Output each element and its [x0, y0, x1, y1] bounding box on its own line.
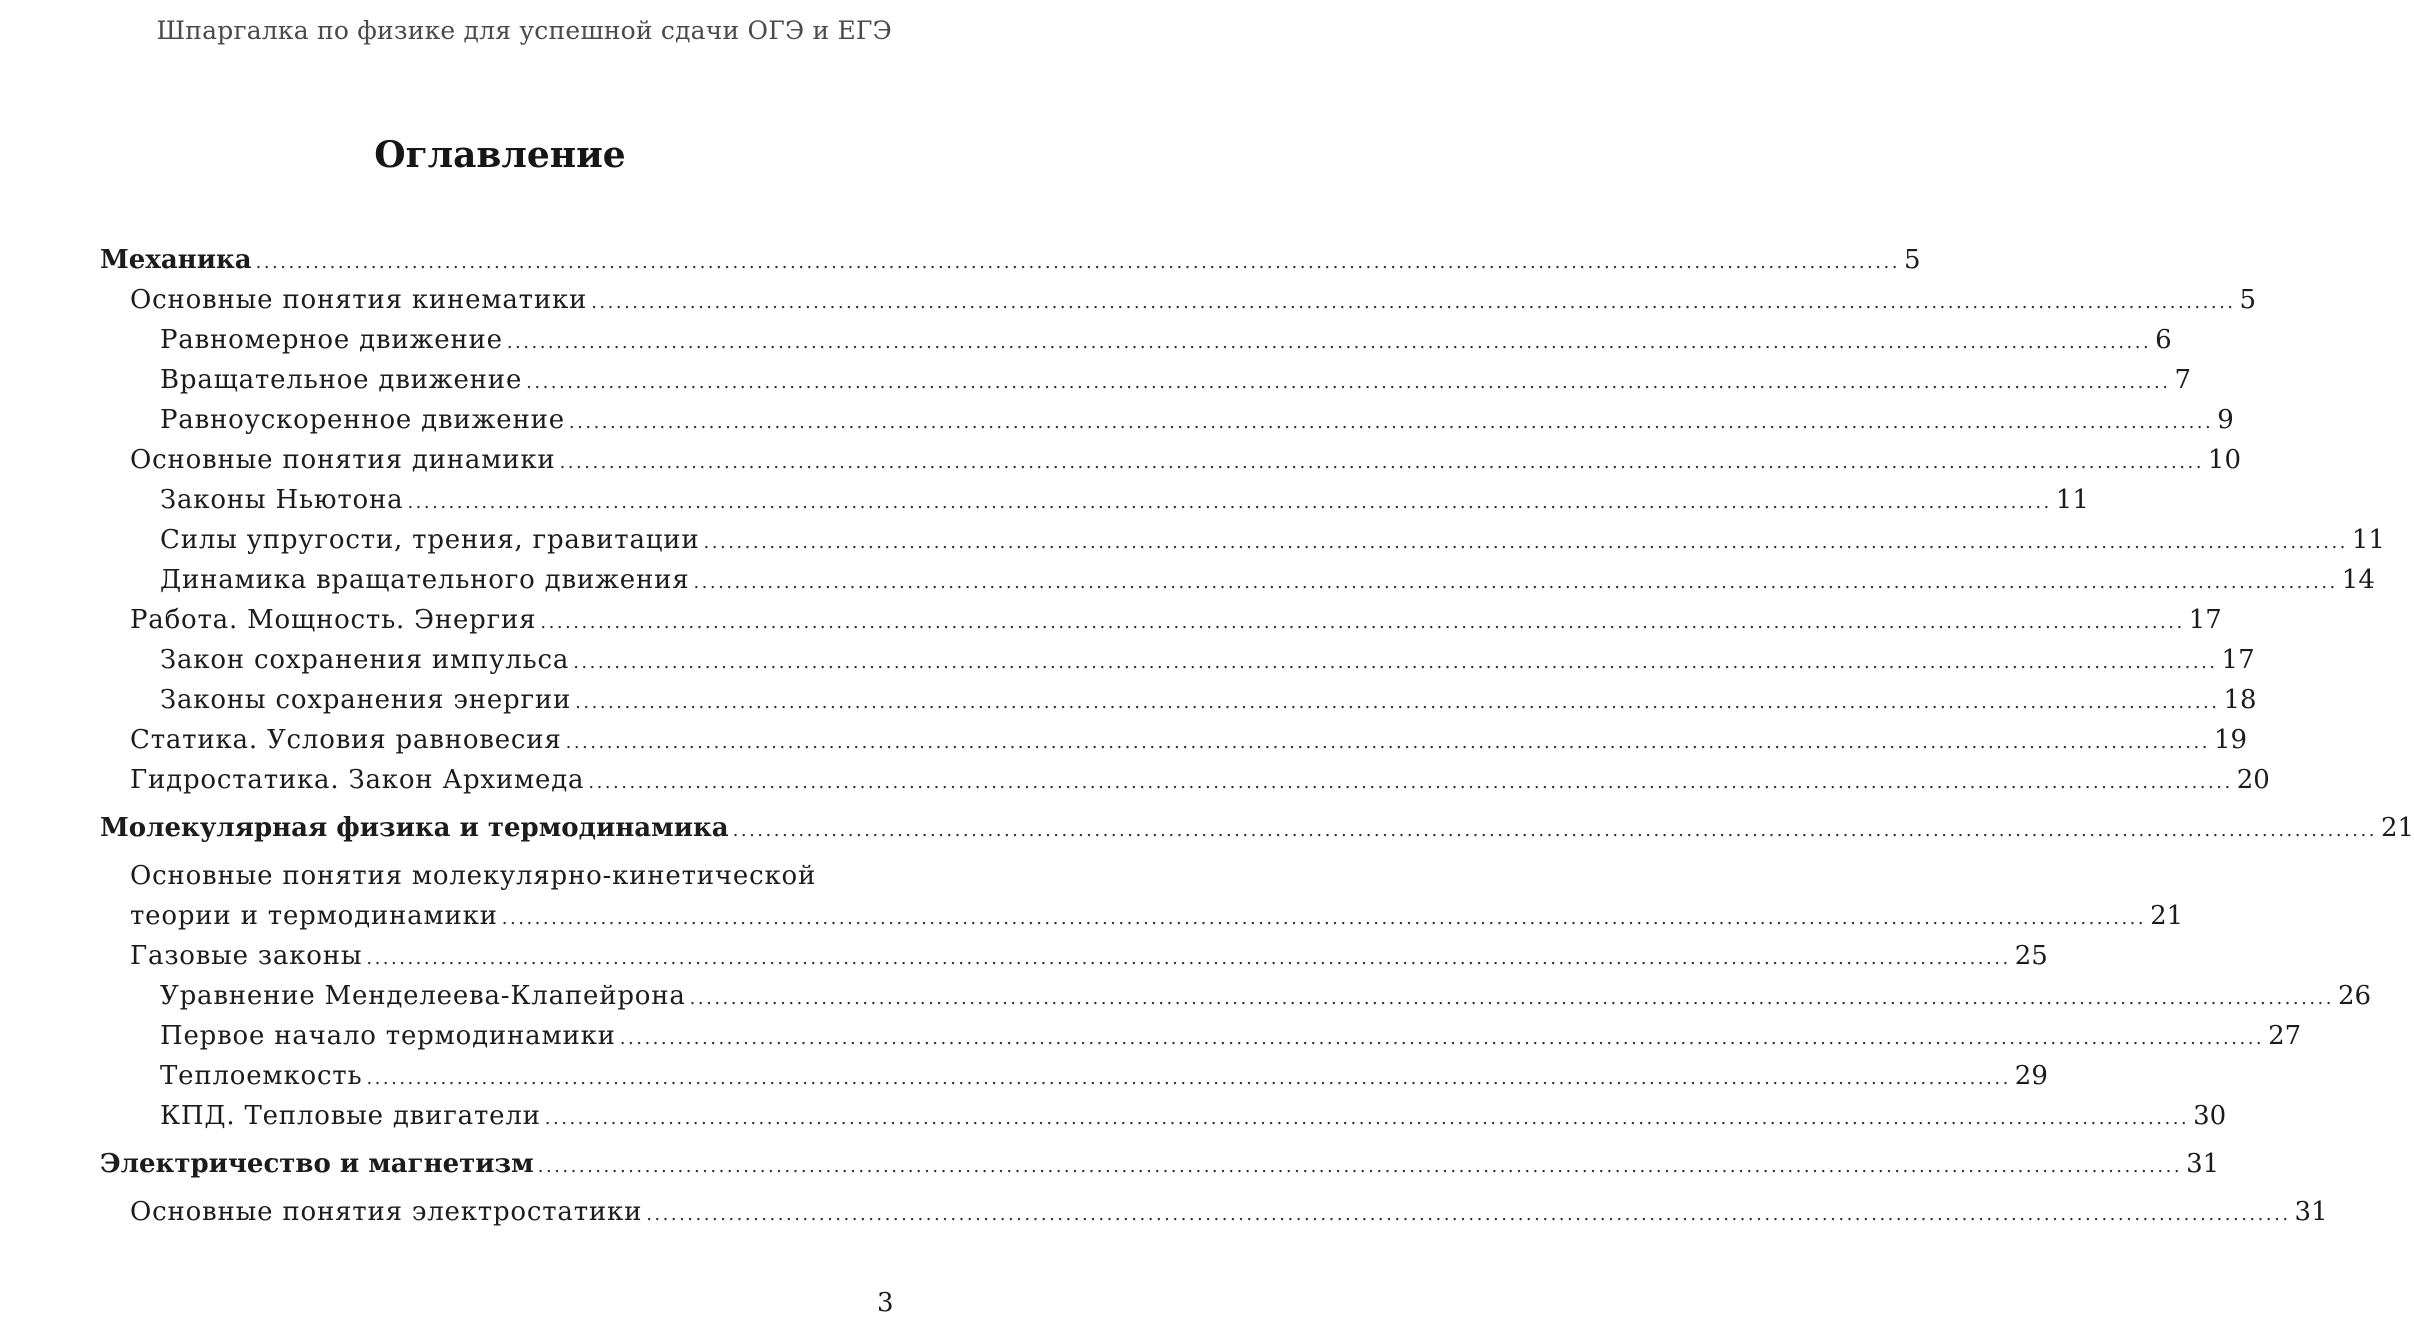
toc-entry-text: Равномерное движение [160, 325, 503, 355]
toc-entry-page: 26 [2338, 981, 2372, 1011]
toc-entry-line2 [130, 896, 2184, 936]
running-header: Шпаргалка по физике для успешной сдачи ОГЭ и ЕГЭ [156, 16, 892, 45]
toc-entry-text: Вращательное движение [160, 365, 523, 395]
toc-entry-work-power-energy[interactable] [100, 600, 2222, 640]
toc-entry-page: 9 [2217, 405, 2234, 435]
dot-leader: ........................................................................................................................................................................................................ [544, 1108, 2190, 1129]
toc-entry-page: 31 [2186, 1149, 2220, 1179]
toc-entry-uniformly-accelerated-motion[interactable] [100, 400, 2234, 440]
toc-entry-page: 25 [2014, 941, 2048, 971]
toc-entry-gas-laws[interactable] [100, 936, 2048, 976]
toc-entry-text: Электричество и магнетизм [100, 1149, 534, 1179]
toc-entry-dynamics-basics[interactable] [100, 440, 2242, 480]
toc-entry-text: Законы Ньютона [160, 485, 404, 515]
dot-leader: ........................................................................................................................................................................................................ [506, 332, 2152, 353]
toc-entry-electricity-magnetism[interactable] [100, 1144, 2220, 1184]
toc-entry-text: Статика. Условия равновесия [130, 725, 562, 755]
toc-entry-text: Основные понятия кинематики [130, 285, 588, 315]
dot-leader: ........................................................................................................................................................................................................ [646, 1204, 2291, 1225]
dot-leader: ........................................................................................................................................................................................................ [573, 652, 2218, 673]
dot-leader: ........................................................................................................................................................................................................ [255, 252, 1900, 273]
toc-entry-page: 30 [2193, 1101, 2227, 1131]
page-title: Оглавление [374, 134, 626, 176]
toc-entry-rotational-dynamics[interactable] [100, 560, 2375, 600]
toc-entry-mechanics[interactable] [100, 240, 1921, 280]
toc-entry-text: Газовые законы [130, 941, 363, 971]
toc-entry-page: 7 [2174, 365, 2192, 395]
toc-entry-page: 6 [2155, 325, 2172, 355]
toc-entry-uniform-motion[interactable] [100, 320, 2172, 360]
toc-entry-text: Равноускоренное движение [160, 405, 565, 435]
toc-entry-newton-laws[interactable] [100, 480, 2089, 520]
dot-leader: ........................................................................................................................................................................................................ [703, 532, 2348, 553]
toc-entry-text: Молекулярная физика и термодинамика [100, 813, 729, 843]
dot-leader: ........................................................................................................................................................................................................ [693, 572, 2338, 593]
dot-leader: ........................................................................................................................................................................................................ [591, 292, 2236, 313]
dot-leader: ........................................................................................................................................................................................................ [537, 1156, 2183, 1177]
dot-leader: ........................................................................................................................................................................................................ [366, 948, 2011, 969]
toc-entry-kinematics-basics[interactable] [100, 280, 2257, 320]
toc-entry-page: 27 [2268, 1021, 2302, 1051]
toc-entry-page: 17 [2188, 605, 2222, 635]
toc-entry-electrostatics-basics[interactable] [100, 1192, 2328, 1232]
toc-entry-page: 17 [2221, 645, 2255, 675]
toc-entry-energy-conservation[interactable] [100, 680, 2257, 720]
toc-entry-text: Теплоемкость [160, 1061, 363, 1091]
toc-entry-page: 14 [2341, 565, 2375, 595]
dot-leader: ........................................................................................................................................................................................................ [559, 452, 2204, 473]
toc-entry-text: Работа. Мощность. Энергия [130, 605, 537, 635]
toc-entry-rotational-motion[interactable] [100, 360, 2192, 400]
toc-entry-statics[interactable] [100, 720, 2248, 760]
toc-entry-page: 31 [2294, 1197, 2328, 1227]
toc-entry-heat-capacity[interactable] [100, 1056, 2048, 1096]
dot-leader: ........................................................................................................................................................................................................ [526, 372, 2171, 393]
dot-leader: ........................................................................................................................................................................................................ [366, 1068, 2011, 1089]
page-number: 3 [877, 1288, 894, 1318]
toc-entry-forces[interactable] [100, 520, 2385, 560]
dot-leader: ........................................................................................................................................................................................................ [619, 1028, 2265, 1049]
toc-entry-page: 11 [2055, 485, 2089, 515]
toc-entry-text: Первое начало термодинамики [160, 1021, 616, 1051]
table-of-contents [100, 240, 2414, 1232]
toc-entry-text: КПД. Тепловые двигатели [160, 1101, 541, 1131]
toc-entry-heat-engines[interactable] [100, 1096, 2227, 1136]
toc-entry-clapeyron-equation[interactable] [100, 976, 2372, 1016]
toc-entry-page: 21 [2380, 813, 2414, 843]
toc-entry-page: 10 [2207, 445, 2242, 475]
dot-leader: ........................................................................................................................................................................................................ [407, 492, 2052, 513]
toc-entry-text: Гидростатика. Закон Архимеда [130, 765, 585, 795]
toc-entry-text: Механика [100, 245, 252, 275]
dot-leader: ........................................................................................................................................................................................................ [732, 820, 2377, 841]
toc-entry-text: Основные понятия электростатики [130, 1197, 643, 1227]
toc-entry-text: Уравнение Менделеева-Клапейрона [160, 981, 686, 1011]
toc-entry-text-line1: Основные понятия молекулярно-кинетической [130, 861, 817, 891]
dot-leader: ........................................................................................................................................................................................................ [575, 692, 2220, 713]
toc-entry-page: 29 [2014, 1061, 2048, 1091]
toc-entry-text: Динамика вращательного движения [160, 565, 690, 595]
dot-leader: ........................................................................................................................................................................................................ [568, 412, 2214, 433]
toc-entry-page: 19 [2213, 725, 2248, 755]
dot-leader: ........................................................................................................................................................................................................ [501, 908, 2147, 929]
toc-entry-text: Закон сохранения импульса [160, 645, 570, 675]
dot-leader: ........................................................................................................................................................................................................ [689, 988, 2334, 1009]
toc-entry-momentum-conservation[interactable] [100, 640, 2255, 680]
toc-entry-page: 18 [2223, 685, 2257, 715]
toc-entry-molecular-physics[interactable] [100, 808, 2414, 848]
toc-entry-text-line2: теории и термодинамики [130, 901, 498, 931]
toc-entry-text: Законы сохранения энергии [160, 685, 572, 715]
toc-entry-page: 20 [2236, 765, 2270, 795]
toc-entry-page: 11 [2351, 525, 2385, 555]
dot-leader: ........................................................................................................................................................................................................ [540, 612, 2185, 633]
toc-entry-hydrostatics[interactable] [100, 760, 2270, 800]
toc-entry-text: Основные понятия динамики [130, 445, 556, 475]
toc-entry-text: Силы упругости, трения, гравитации [160, 525, 700, 555]
toc-entry-page: 5 [2239, 285, 2257, 315]
toc-entry-first-law-thermodynamics[interactable] [100, 1016, 2302, 1056]
toc-entry-mkt-basics[interactable] [100, 856, 2184, 936]
toc-entry-page: 21 [2150, 901, 2184, 931]
dot-leader: ........................................................................................................................................................................................................ [588, 772, 2233, 793]
dot-leader: ........................................................................................................................................................................................................ [565, 732, 2210, 753]
toc-entry-page: 5 [1903, 245, 1921, 275]
